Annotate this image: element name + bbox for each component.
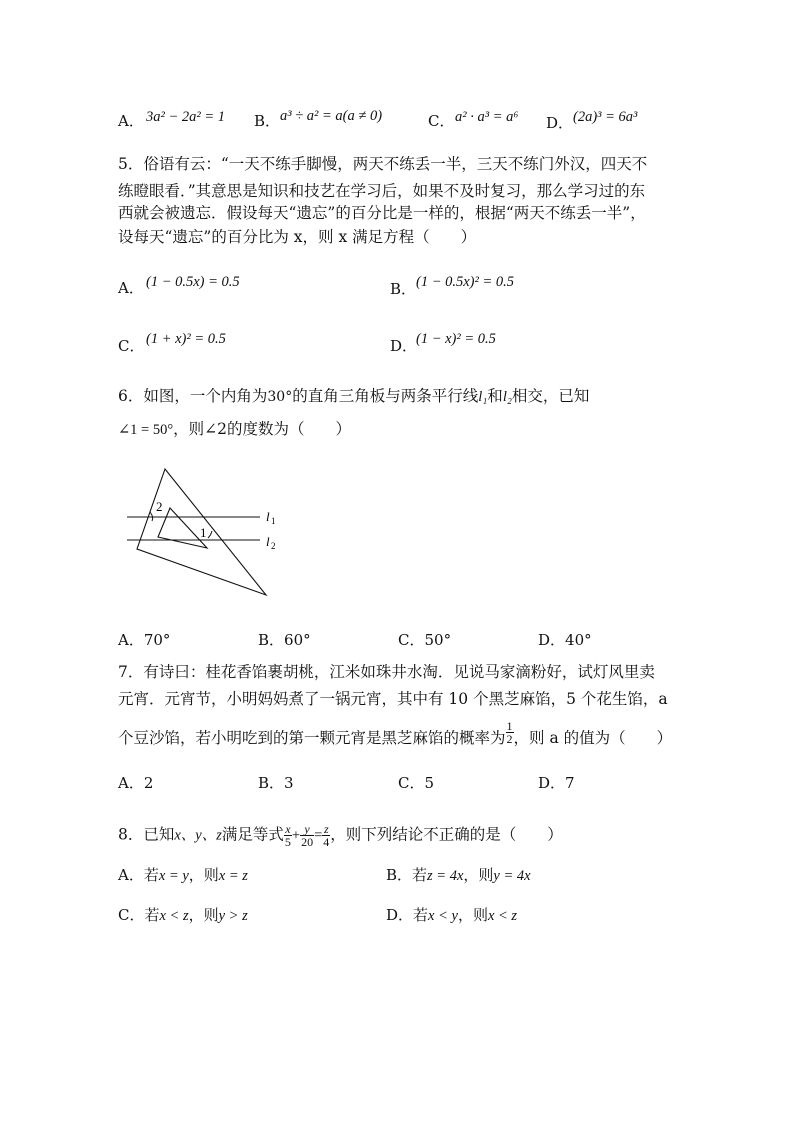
q6-stem-line1 xyxy=(118,389,589,405)
q8-b-res: y = 4x xyxy=(493,868,531,884)
q8-text-pre: 8．已知 xyxy=(118,825,175,844)
q6-option-a: A．70° xyxy=(118,631,171,649)
q8-d-pre: D．若 xyxy=(386,906,429,924)
angle-1-label: 1 xyxy=(200,525,207,540)
q4-option-b-math: a³ ÷ a² = a(a ≠ 0) xyxy=(280,108,383,124)
q8-c-res: y > z xyxy=(218,908,248,924)
q5-option-b-math: (1 − 0.5x)² = 0.5 xyxy=(416,274,515,290)
q5-option-a-math: (1 − 0.5x) = 0.5 xyxy=(146,274,240,290)
q6-option-c: C．50° xyxy=(398,631,452,649)
q6-l2: l₂ xyxy=(502,389,512,405)
q8-stem xyxy=(118,823,563,848)
q8-a-res: x = z xyxy=(218,868,248,884)
q6-l1: l₁ xyxy=(478,389,488,405)
q4-option-d-math: (2a)³ = 6a³ xyxy=(573,109,638,125)
q6-text-post: 相交，已知 xyxy=(511,387,590,405)
q7-text-post: ，则 a 的值为（ ） xyxy=(513,729,673,747)
q8-plus: + xyxy=(291,827,301,844)
q4-option-d-letter: D． xyxy=(546,114,574,132)
q6-text-line2: ，则∠2的度数为（ ） xyxy=(173,420,351,438)
q6-angle-30: 30° xyxy=(267,389,293,405)
angle-2-label: 2 xyxy=(156,499,163,514)
q5-option-d-letter: D． xyxy=(390,337,418,355)
q8-b-mid: ，则 xyxy=(463,866,494,884)
l2-label: l xyxy=(266,534,270,549)
q8-f1-num: x xyxy=(285,822,291,836)
q7-option-b: B．3 xyxy=(258,774,294,792)
q8-c-cond: x < z xyxy=(159,908,189,924)
q8-a-cond: x = y xyxy=(158,868,189,884)
q5-stem-line1: 5．俗语有云：“一天不练手脚慢，两天不练丢一半，三天不练门外汉，四天不 xyxy=(118,155,648,173)
q5-stem-line4: 设每天“遗忘”的百分比为 x，则 x 满足方程（ ） xyxy=(118,228,477,246)
q5-stem-line2: 练瞪眼看．”其意思是知识和技艺在学习后，如果不及时复习，那么学习过的东 xyxy=(118,182,646,200)
q8-b-pre: B．若 xyxy=(386,866,428,884)
q8-f2-den: 20 xyxy=(301,835,314,849)
q8-equals: = xyxy=(314,827,323,844)
q7-option-d: D．7 xyxy=(538,774,575,792)
q4-option-a-math: 3a² − 2a² = 1 xyxy=(146,109,226,125)
q8-option-a xyxy=(118,864,248,885)
q5-option-c-math: (1 + x)² = 0.5 xyxy=(146,331,226,347)
q8-c-pre: C．若 xyxy=(118,906,160,924)
q6-text-mid: 的直角三角板与两条平行线 xyxy=(292,387,479,405)
q7-text-pre: 个豆沙馅，若小明吃到的第一颗元宵是黑芝麻馅的概率为 xyxy=(118,729,506,747)
q8-f3-num: z xyxy=(323,822,329,836)
q8-vars: x、y、z xyxy=(174,827,222,844)
l1-label-sub: 1 xyxy=(271,516,276,526)
q8-option-c xyxy=(118,904,248,925)
q7-option-c: C．5 xyxy=(398,774,435,792)
q6-figure xyxy=(120,465,290,600)
q6-stem-line2 xyxy=(118,422,351,438)
q7-stem-line1: 7．有诗曰：桂花香馅裹胡桃，江米如珠井水淘．见说马家滴粉好，试灯风里卖 xyxy=(118,663,655,681)
q5-option-a-letter: A． xyxy=(118,279,144,297)
q8-d-res: x < z xyxy=(487,908,518,924)
q8-f3-den: 4 xyxy=(323,835,330,849)
q7-frac-denominator: 2 xyxy=(506,731,513,746)
q8-text-post: ，则下列结论不正确的是（ ） xyxy=(330,825,563,844)
q6-option-d: D．40° xyxy=(538,631,592,649)
angle-1-arc xyxy=(208,531,212,538)
q6-option-b: B．60° xyxy=(258,631,311,649)
q7-stem-line3 xyxy=(118,718,673,747)
q8-b-cond: z = 4x xyxy=(427,868,464,884)
q8-text-mid: 满足等式 xyxy=(221,825,284,844)
q5-option-b-letter: B． xyxy=(390,280,417,298)
q4-option-a-letter: A． xyxy=(118,112,144,130)
q5-option-d-math: (1 − x)² = 0.5 xyxy=(416,331,496,347)
q8-option-b xyxy=(386,864,531,885)
q8-c-mid: ，则 xyxy=(188,906,219,924)
q8-f1-den: 5 xyxy=(284,835,291,849)
q8-option-d xyxy=(386,904,517,925)
l2-label-sub: 2 xyxy=(271,541,276,551)
q8-f2-num: y xyxy=(300,823,314,836)
q6-angle1-math: ∠1 = 50° xyxy=(118,422,174,438)
q8-fraction-x5 xyxy=(284,823,292,848)
q7-frac-numerator: 1 xyxy=(506,718,513,733)
q5-option-c-letter: C． xyxy=(118,337,145,355)
q4-option-c-math: a² · a³ = a⁶ xyxy=(455,109,519,125)
q5-stem-line3: 西就会被遗忘．假设每天“遗忘”的百分比是一样的，根据“两天不练丢一半”， xyxy=(118,204,646,222)
l1-label: l xyxy=(266,509,270,524)
q4-option-b-letter: B． xyxy=(254,112,281,130)
q8-d-cond: x < y xyxy=(428,908,458,924)
q8-a-pre: A．若 xyxy=(118,866,159,884)
q7-option-a: A．2 xyxy=(118,774,154,792)
q8-fraction-y20 xyxy=(300,823,314,848)
q7-probability-fraction xyxy=(506,720,514,745)
q8-d-mid: ，则 xyxy=(457,906,488,924)
q4-option-c-letter: C． xyxy=(428,112,455,130)
q6-and: 和 xyxy=(487,387,503,405)
q8-a-mid: ，则 xyxy=(188,866,219,884)
q7-stem-line2: 元宵．元宵节，小明妈妈煮了一锅元宵，其中有 10 个黑芝麻馅，5 个花生馅，a xyxy=(118,690,668,708)
q6-text-pre: 6．如图，一个内角为 xyxy=(118,387,268,405)
